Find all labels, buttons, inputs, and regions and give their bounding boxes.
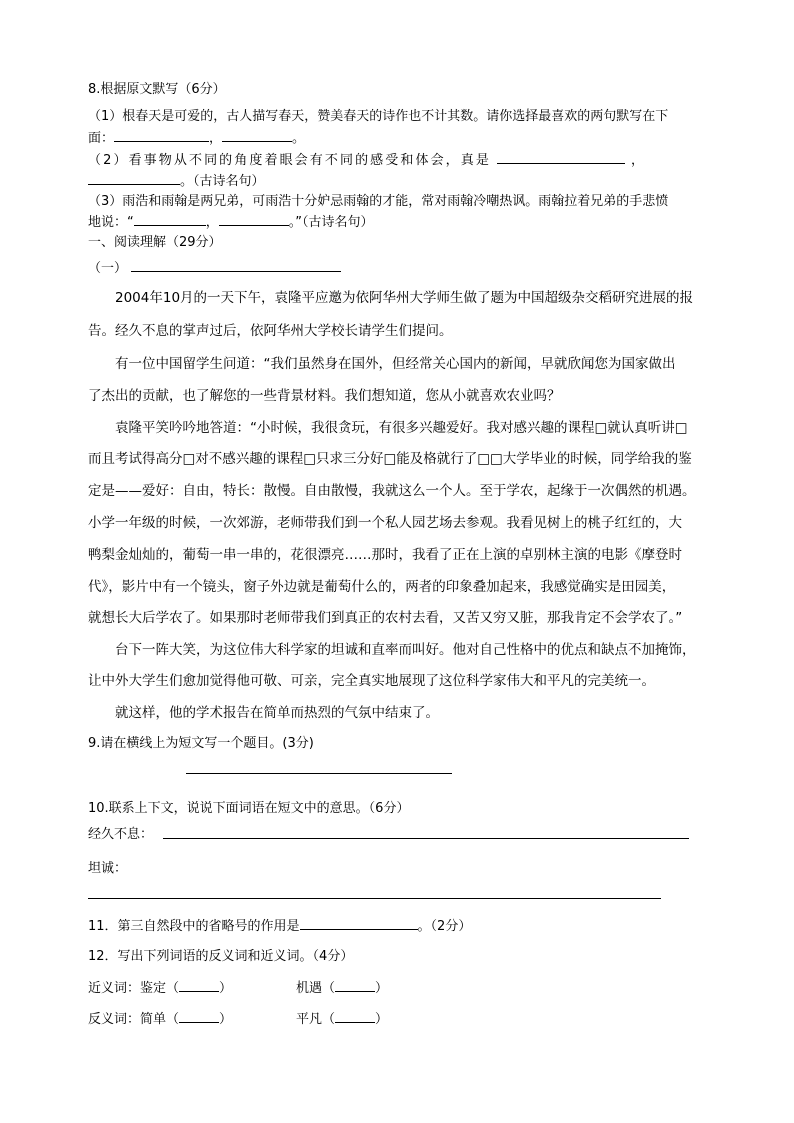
passage-line-14: 就这样，他的学术报告在简单而热烈的气氛中结束了。 bbox=[115, 705, 439, 721]
q8-part2-blank-1[interactable] bbox=[497, 151, 625, 164]
q12-blank-jiandan[interactable] bbox=[179, 1010, 219, 1023]
q12-word-pingfan: 平凡（ bbox=[296, 1012, 336, 1027]
q10-term1: 经久不息： bbox=[88, 827, 154, 842]
q8-part3-line2 bbox=[88, 213, 374, 232]
q9-answer-line[interactable] bbox=[186, 773, 452, 774]
q8-part3-blank-1[interactable] bbox=[134, 213, 206, 226]
q12-blank-pingfan[interactable] bbox=[335, 1010, 375, 1023]
q12-word-jianding: 鉴定（ bbox=[140, 981, 180, 996]
passage-line-11: 就想长大后学农了。如果那时老师带我们到真正的农村去看，又苦又穷又脏，那我肯定不会学农了。” bbox=[88, 610, 683, 626]
q8-part1-line1: （1）根春天是可爱的，古人描写春天，赞美春天的诗作也不计其数。请你选择最喜欢的两句默写在下 bbox=[88, 109, 669, 124]
passage-line-9: 鸭梨金灿灿的，葡萄一串一串的，花很漂亮……那时，我看了正在上演的卓别林主演的电影《摩登时 bbox=[88, 547, 682, 563]
q8-part2-line1 bbox=[88, 151, 646, 170]
passage-line-3: 有一位中国留学生问道：“我们虽然身在国外，但经常关心国内的新闻，早就欣闻您为国家做出 bbox=[115, 356, 676, 372]
q9-text: 9.请在横线上为短文写一个题目。(3分) bbox=[88, 736, 314, 751]
q12-word-jiyu: 机遇（ bbox=[296, 981, 336, 996]
q12-blank-jiyu[interactable] bbox=[335, 979, 375, 992]
comma: ， bbox=[630, 153, 647, 168]
passage-line-2: 告。经久不息的掌声过后，依阿华州大学校长请学生们提问。 bbox=[88, 323, 453, 339]
q11-prefix: 11．第三自然段中的省略号的作用是 bbox=[88, 919, 300, 934]
q8-part3-blank-2[interactable] bbox=[219, 213, 289, 226]
close-paren: ） bbox=[219, 981, 233, 996]
q10-text: 10.联系上下文，说说下面词语在短文中的意思。（6分） bbox=[88, 801, 410, 816]
q8-part2-line2 bbox=[88, 172, 265, 191]
passage-line-13: 让中外大学生们愈加觉得他可敬、可亲，完全真实地展现了这位科学家伟大和平凡的完美统一。 bbox=[88, 673, 655, 689]
q12-blank-jianding[interactable] bbox=[179, 979, 219, 992]
q10-term2: 坦诚： bbox=[88, 861, 128, 876]
q8-part3-suffix: 。”（古诗名句） bbox=[288, 215, 374, 230]
q11-suffix: 。（2分） bbox=[417, 919, 472, 934]
q8-title: 8.根据原文默写（6分） bbox=[88, 82, 226, 97]
comma: ， bbox=[209, 131, 223, 146]
q12-antonym-row-col2 bbox=[296, 1010, 388, 1029]
passage-line-6: 而且考试得高分□对不感兴趣的课程□只求三分好□能及格就行了□□大学毕业的时候，同学给我的鉴 bbox=[88, 451, 692, 467]
q8-part1-line2 bbox=[88, 129, 305, 148]
q8-part2-suffix: 。（古诗名句） bbox=[180, 174, 265, 189]
passage-line-1: 2004年10月的一天下午，袁隆平应邀为依阿华州大学师生做了题为中国超级杂交稻研究进展的报 bbox=[115, 290, 694, 306]
q12-synonym-row-col2 bbox=[296, 979, 388, 998]
q11-blank[interactable] bbox=[300, 917, 418, 930]
q8-part2-prefix: （2）看事物从不同的角度着眼会有不同的感受和体会，真是 bbox=[88, 153, 491, 168]
q8-part3-prefix: 地说：“ bbox=[88, 215, 134, 230]
q12-synonym-label: 近义词： bbox=[88, 981, 141, 996]
q8-part1-prefix: 面： bbox=[88, 131, 115, 146]
q11-line bbox=[88, 917, 471, 936]
section-title: 一、阅读理解（29分） bbox=[88, 235, 222, 250]
passage-line-10: 代》，影片中有一个镜头，窗子外边就是葡萄什么的，两者的印象叠加起来，我感觉确实是田园美， bbox=[88, 579, 676, 595]
passage-line-12: 台下一阵大笑，为这位伟大科学家的坦诚和直率而叫好。他对自己性格中的优点和缺点不加掩饰， bbox=[115, 642, 696, 658]
period: 。 bbox=[292, 131, 306, 146]
q12-antonym-label: 反义词： bbox=[88, 1012, 141, 1027]
q8-part3-line1: （3）雨浩和雨翰是两兄弟，可雨浩十分妒忌雨翰的才能，常对雨翰冷嘲热讽。雨翰拉着兄弟的手悲愤 bbox=[88, 194, 669, 209]
passage-title-blank[interactable] bbox=[131, 259, 341, 272]
passage-line-8: 小学一年级的时候，一次郊游，老师带我们到一个私人园艺场去参观。我看见树上的桃子红红的，大 bbox=[88, 515, 682, 531]
q8-part1-blank-2[interactable] bbox=[222, 129, 292, 142]
comma: ， bbox=[205, 215, 219, 230]
close-paren: ） bbox=[375, 981, 389, 996]
q10-term2-answer-line[interactable] bbox=[88, 898, 661, 899]
q12-text: 12．写出下列词语的反义词和近义词。（4分） bbox=[88, 949, 354, 964]
passage-line-4: 了杰出的贡献，也了解您的一些背景材料。我们想知道，您从小就喜欢农业吗？ bbox=[88, 388, 561, 404]
q8-part2-blank-2[interactable] bbox=[88, 172, 180, 185]
q12-synonym-row bbox=[88, 979, 232, 998]
passage-line-5: 袁隆平笑吟吟地答道：“小时候，我很贪玩，有很多兴趣爱好。我对感兴趣的课程□就认真听讲□ bbox=[115, 420, 688, 436]
close-paren: ） bbox=[219, 1012, 233, 1027]
q10-term1-answer-line[interactable] bbox=[163, 838, 689, 839]
passage-title-line bbox=[88, 259, 341, 278]
q8-part1-blank-1[interactable] bbox=[114, 129, 209, 142]
q12-word-jiandan: 简单（ bbox=[140, 1012, 180, 1027]
q12-antonym-row bbox=[88, 1010, 232, 1029]
sub-section-label: （一） bbox=[88, 261, 128, 276]
passage-line-7: 定是——爱好：自由，特长：散慢。自由散慢，我就这么一个人。至于学农，起缘于一次偶然的机遇。 bbox=[88, 483, 696, 499]
close-paren: ） bbox=[375, 1012, 389, 1027]
